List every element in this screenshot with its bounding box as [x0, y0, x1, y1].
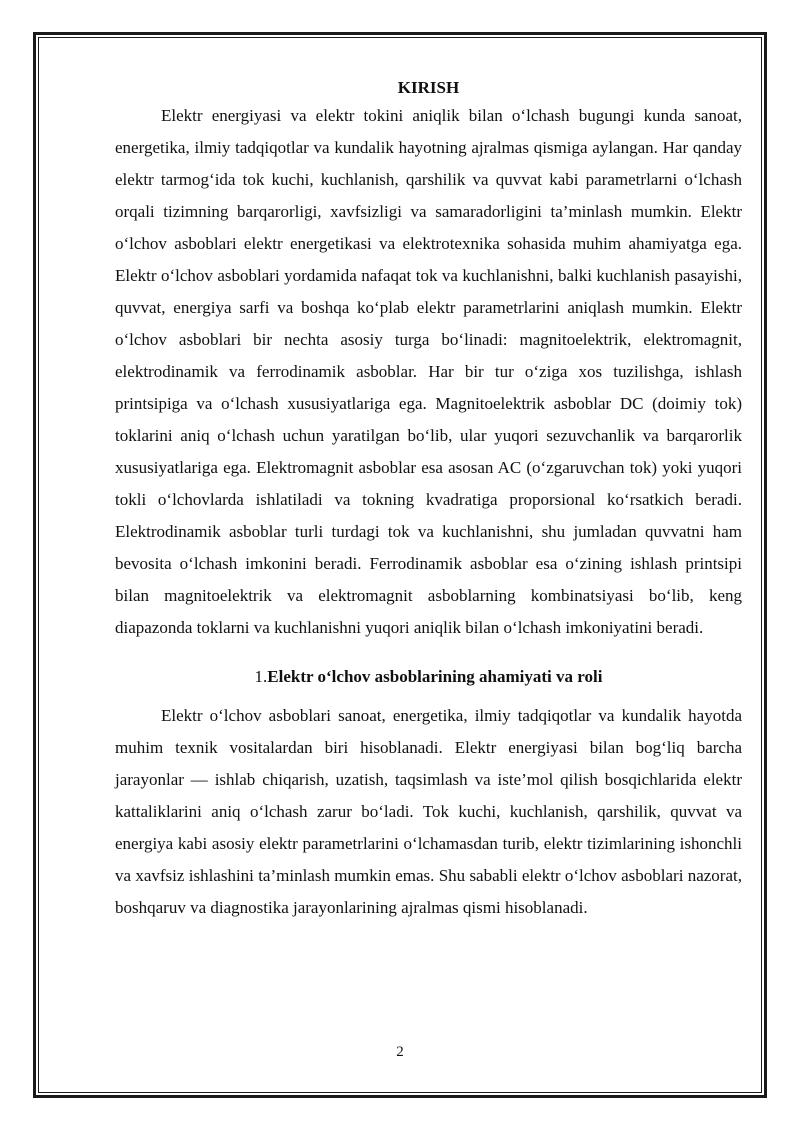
- section-paragraph: Elektr o‘lchov asboblari sanoat, energetika, ilmiy tadqiqotlar va kundalik hayotda muhim texnik vositalardan biri hisoblanadi. Elektr energiyasi bilan bog‘liq barcha jarayonlar — ishlab chiqarish, uzatish, taqsimlash va iste’mol qilish bosqichlarida elektr kattaliklarini aniq o‘lchash zarur bo‘ladi. Tok kuchi, kuchlanish, qarshilik, quvvat va energiya kabi asosiy elektr parametrlarini o‘lchamasdan turib, elektr tizimlarining ishonchli va xavfsiz ishlashini ta’minlash mumkin emas. Shu sababli elektr o‘lchov asboblari nazorat, boshqaruv va diagnostika jarayonlarining ajralmas qismi hisoblanadi.: [115, 706, 742, 917]
- page-content: [115, 77, 742, 924]
- section-number: 1.: [254, 667, 268, 686]
- section-heading: [115, 666, 742, 687]
- section-title: Elektr o‘lchov asboblarining ahamiyati va roli: [267, 667, 603, 686]
- page-number: 2: [396, 1044, 404, 1060]
- intro-paragraph: Elektr energiyasi va elektr tokini aniqlik bilan o‘lchash bugungi kunda sanoat, energetika, ilmiy tadqiqotlar va kundalik hayotning ajralmas qismiga aylangan. Har qanday elektr tarmog‘ida tok kuchi, kuchlanish, qarshilik va quvvat kabi parametrlarni o‘lchash orqali tizimning barqarorligi, xavfsizligi va samaradorligini ta’minlash mumkin. Elektr o‘lchov asboblari elektr energetikasi va elektrotexnika sohasida muhim ahamiyatga ega. Elektr o‘lchov asboblari yordamida nafaqat tok va kuchlanishni, balki kuchlanish pasayishi, quvvat, energiya sarfi va boshqa ko‘plab elektr parametrlarini aniqlash mumkin. Elektr o‘lchov asboblari bir nechta asosiy turga bo‘linadi: magnitoelektrik, elektromagnit, elektrodinamik va ferrodinamik asboblar. Har bir tur o‘ziga xos tuzilishga, ishlash printsipiga va o‘lchash xususiyatlariga ega. Magnitoelektrik asboblar DC (doimiy tok) toklarini aniq o‘lchash uchun yaratilgan bo‘lib, ular yuqori sezuvchanlik va barqarorlik xususiyatlariga ega. Elektromagnit asboblar esa asosan AC (o‘zgaruvchan tok) yoki yuqori tokli o‘lchovlarda ishlatiladi va tokning kvadratiga proporsional ko‘rsatkich beradi. Elektrodinamik asboblar turli turdagi tok va kuchlanishni, shu jumladan quvvatni ham bevosita o‘lchash imkonini beradi. Ferrodinamik asboblar esa o‘zining ishlash printsipi bilan magnitoelektrik va elektromagnit asboblarning kombinatsiyasi bo‘lib, keng diapazonda toklarni va kuchlanishni yuqori aniqlik bilan o‘lchash imkoniyatini beradi.: [115, 106, 742, 637]
- document-heading: KIRISH: [397, 78, 460, 97]
